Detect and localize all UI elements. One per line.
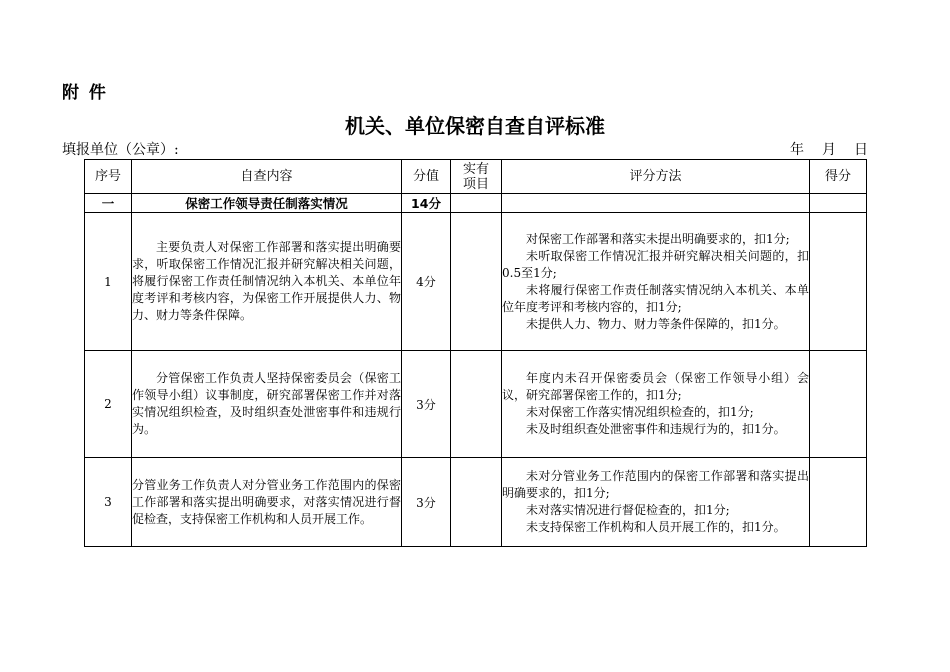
section-seq: 一: [85, 194, 132, 213]
row-content: 主要负责人对保密工作部署和落实提出明确要求，听取保密工作情况汇报并研究解决相关问题，将履行保密工作责任制情况纳入本机关、本单位年度考评和考核内容，为保密工作开展提供人力、物力、财力等条件保障。: [132, 213, 402, 351]
header-score: 分值: [402, 160, 451, 194]
section-content: 保密工作领导责任制落实情况: [132, 194, 402, 213]
row-got: [810, 213, 867, 351]
header-actual-items: [451, 160, 502, 194]
row-got: [810, 351, 867, 458]
header-got: 得分: [810, 160, 867, 194]
section-row: [85, 194, 867, 213]
table-row: [85, 458, 867, 547]
method-item: 未提供人力、物力、财力等条件保障的，扣1分。: [526, 316, 786, 331]
method-item: 未听取保密工作情况汇报并研究解决相关问题的，扣0.5至1分;: [502, 248, 809, 280]
method-item: 未对保密工作落实情况组织检查的，扣1分;: [526, 405, 754, 419]
document-title: 机关、单位保密自查自评标准: [345, 114, 605, 138]
table-row: [85, 213, 867, 351]
attachment-label: 附 件: [62, 83, 108, 103]
date-month-label: 月: [822, 142, 836, 158]
row-actual: [451, 351, 502, 458]
table-row: [85, 351, 867, 458]
row-method: [502, 213, 810, 351]
section-actual: [451, 194, 502, 213]
row-score: 3分: [402, 458, 451, 547]
date-year-label: 年: [790, 142, 804, 158]
row-method: [502, 458, 810, 547]
section-score: 14分: [402, 194, 451, 213]
row-content: 分管业务工作负责人对分管业务工作范围内的保密工作部署和落实提出明确要求，对落实情况进行督促检查，支持保密工作机构和人员开展工作。: [132, 458, 402, 547]
method-item: 未对落实情况进行督促检查的，扣1分;: [526, 503, 730, 517]
fill-unit-label: 填报单位（公章）:: [62, 142, 179, 158]
header-content: 自查内容: [132, 160, 402, 194]
row-actual: [451, 458, 502, 547]
row-got: [810, 458, 867, 547]
header-actual-line2: 项目: [462, 176, 489, 192]
date-day-label: 日: [854, 142, 868, 158]
header-actual-line1: 实有: [462, 161, 489, 177]
row-score: 4分: [402, 213, 451, 351]
row-actual: [451, 213, 502, 351]
section-method: [502, 194, 810, 213]
row-seq: 2: [85, 351, 132, 458]
header-method: 评分方法: [502, 160, 810, 194]
method-item: 对保密工作部署和落实未提出明确要求的，扣1分;: [526, 231, 790, 246]
method-item: 未将履行保密工作责任制落实情况纳入本机关、本单位年度考评和考核内容的，扣1分;: [502, 282, 809, 314]
method-item: 未支持保密工作机构和人员开展工作的，扣1分。: [526, 520, 786, 534]
method-item: 未及时组织查处泄密事件和违规行为的，扣1分。: [526, 422, 786, 436]
method-item: 年度内未召开保密委员会（保密工作领导小组）会议，研究部署保密工作的，扣1分;: [502, 371, 809, 402]
row-score: 3分: [402, 351, 451, 458]
table-header-row: [85, 160, 867, 194]
date-labels: [772, 139, 868, 159]
section-got: [810, 194, 867, 213]
row-content: 分管保密工作负责人坚持保密委员会（保密工作领导小组）议事制度，研究部署保密工作并对落实情况组织检查，及时组织查处泄密事件和违规行为。: [132, 351, 402, 458]
evaluation-table: [84, 159, 867, 547]
header-seq: 序号: [85, 160, 132, 194]
row-seq: 3: [85, 458, 132, 547]
method-item: 未对分管业务工作范围内的保密工作部署和落实提出明确要求的，扣1分;: [502, 469, 809, 500]
row-seq: 1: [85, 213, 132, 351]
row-method: [502, 351, 810, 458]
